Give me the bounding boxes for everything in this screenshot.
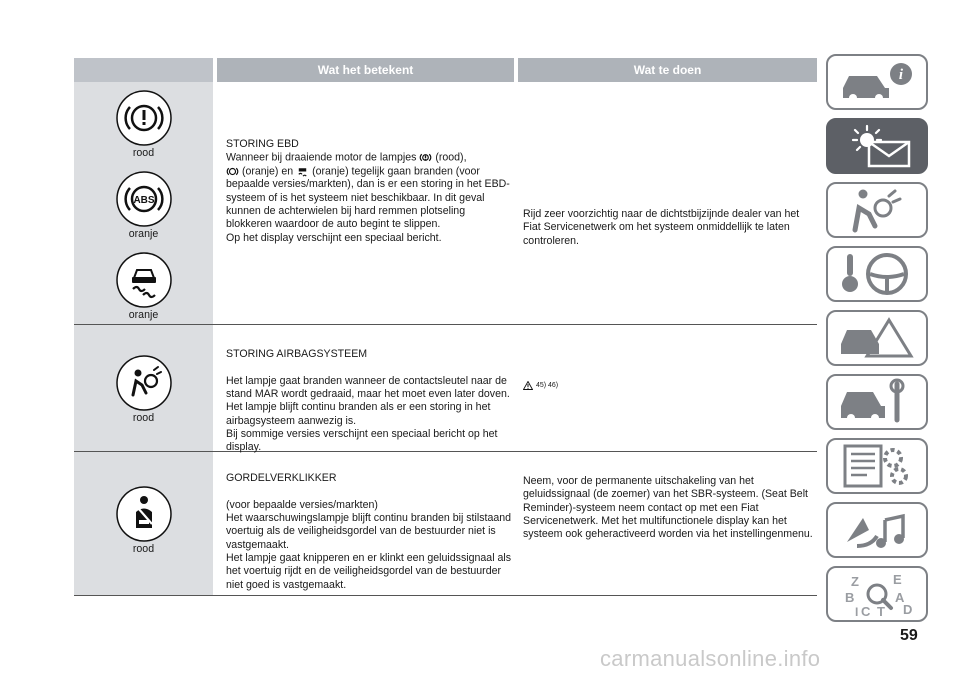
index-icon [837, 570, 917, 618]
row-body: Wanneer bij draaiende motor de lampjes (rood), (oranje) en (oranje) tegelijk gaan branden (voor bepaalde versies/markten), dan is er een storing in het EBD-systeem of is het systeem niet beschikbaar. In dit geval kunnen de achterwielen bij hard remmen plotseling blokkeren waardoor de auto begint te slippen. [226, 151, 510, 231]
lamp-brake [116, 90, 172, 159]
row-title: GORDELVERKLIKKER [226, 472, 337, 485]
abs-inline-icon [226, 165, 239, 178]
lamp-color-label: rood [132, 543, 155, 555]
index-letter: E [893, 572, 902, 587]
airbag-icon [116, 355, 172, 411]
warning-triangle-icon [523, 381, 533, 390]
warning-lights-tab[interactable] [826, 118, 928, 174]
brake-warning-inline-icon [419, 151, 432, 164]
row-body: (voor bepaalde versies/markten) Het waarschuwingslampje blijft continu branden bij stilstaand voertuig als de veiligheidsgordel van de bestuurder niet is vastgemaakt. Het lampje gaat knipperen en er klinkt een geluidssignaal als het voertuig rijdt en de veiligheidsgordel van de bestuurder niet goed is vastgemaakt. [226, 498, 512, 591]
multimedia-tab[interactable] [826, 502, 928, 558]
chapter-tabs [826, 54, 930, 630]
table-header [74, 58, 817, 82]
index-letter: D [903, 602, 913, 617]
row-action: Neem, voor de permanente uitschakeling van het geluidssignaal (de zoemer) van het SBR-systeem. (Seat Belt Reminder)-systeem neem contact op met een Fiat Servicenetwerk. Met het multifunctionele display kan het systeem ook geheractiveerd worden via het instellingenmenu. [523, 475, 813, 541]
table-row-seatbelt [74, 452, 817, 596]
index-letter: Z [851, 574, 859, 589]
safety-icon [837, 186, 917, 234]
meaning-cell [213, 325, 513, 454]
lamp-seatbelt [116, 486, 172, 555]
table-row-ebd [74, 82, 817, 325]
lamp-color-label: oranje [128, 228, 159, 240]
header-action: Wat te doen [518, 58, 817, 82]
action-cell [513, 82, 817, 324]
svg-text:ABS: ABS [132, 195, 155, 206]
maintenance-tab[interactable] [826, 374, 928, 430]
lamp-color-label: rood [132, 412, 155, 424]
warning-lights-table [74, 58, 817, 596]
technical-data-icon [837, 442, 917, 490]
header-meaning: Wat het betekent [217, 58, 514, 82]
car-info-icon [837, 58, 917, 106]
emergency-icon [837, 314, 917, 362]
icon-cell [74, 452, 213, 595]
abs-icon [116, 171, 172, 227]
brake-warning-icon [116, 90, 172, 146]
row-body: Het lampje gaat branden wanneer de contactsleutel naar de stand MAR wordt gedraaid, maar het moet even later doven. Het lampje blijft continu branden als er een storing in het airbagsysteem aanwezig is. Bij sommige versies verschijnt een speciaal bericht op het display. [226, 374, 510, 454]
lamp-color-label: rood [132, 147, 155, 159]
safety-tab[interactable] [826, 182, 928, 238]
index-letter: I [855, 605, 859, 618]
index-letter: T [877, 604, 885, 618]
row-title: STORING AIRBAGSYSTEEM [226, 348, 368, 361]
svg-text:i: i [898, 67, 904, 83]
steering-wheel-icon [837, 250, 917, 298]
row-title: STORING EBD [226, 138, 299, 150]
action-references: 45) 46) [535, 382, 559, 389]
index-letter: A [895, 590, 905, 605]
page-number: 59 [900, 627, 918, 644]
index-letter: B [845, 590, 855, 605]
icon-cell [74, 82, 213, 324]
starting-driving-tab[interactable] [826, 246, 928, 302]
meaning-cell [213, 82, 513, 324]
header-icon-col [74, 58, 213, 82]
warning-lights-icon [837, 122, 917, 170]
lamp-airbag [116, 355, 172, 424]
lamp-color-label: oranje [128, 309, 159, 321]
watermark: carmanualsonline.info [600, 646, 821, 671]
index-letter: C [861, 604, 871, 618]
technical-data-tab[interactable] [826, 438, 928, 494]
meaning-cell [213, 452, 513, 595]
emergency-tab[interactable] [826, 310, 928, 366]
table-row-airbag [74, 325, 817, 452]
multimedia-icon [837, 506, 917, 554]
car-info-tab[interactable] [826, 54, 928, 110]
action-cell [513, 325, 817, 451]
icon-cell [74, 325, 213, 451]
maintenance-icon [837, 378, 917, 426]
skid-car-inline-icon [296, 165, 309, 178]
skid-car-icon [116, 252, 172, 308]
seatbelt-icon [116, 486, 172, 542]
row-action: Rijd zeer voorzichtig naar de dichtstbijzijnde dealer van het Fiat Servicenetwerk om het systeem onmiddellijk te laten controleren. [523, 208, 800, 247]
lamp-abs [116, 171, 172, 240]
row-body-note: Op het display verschijnt een speciaal bericht. [226, 231, 442, 244]
index-tab[interactable] [826, 566, 928, 622]
action-cell [513, 452, 817, 595]
lamp-skid [116, 252, 172, 321]
